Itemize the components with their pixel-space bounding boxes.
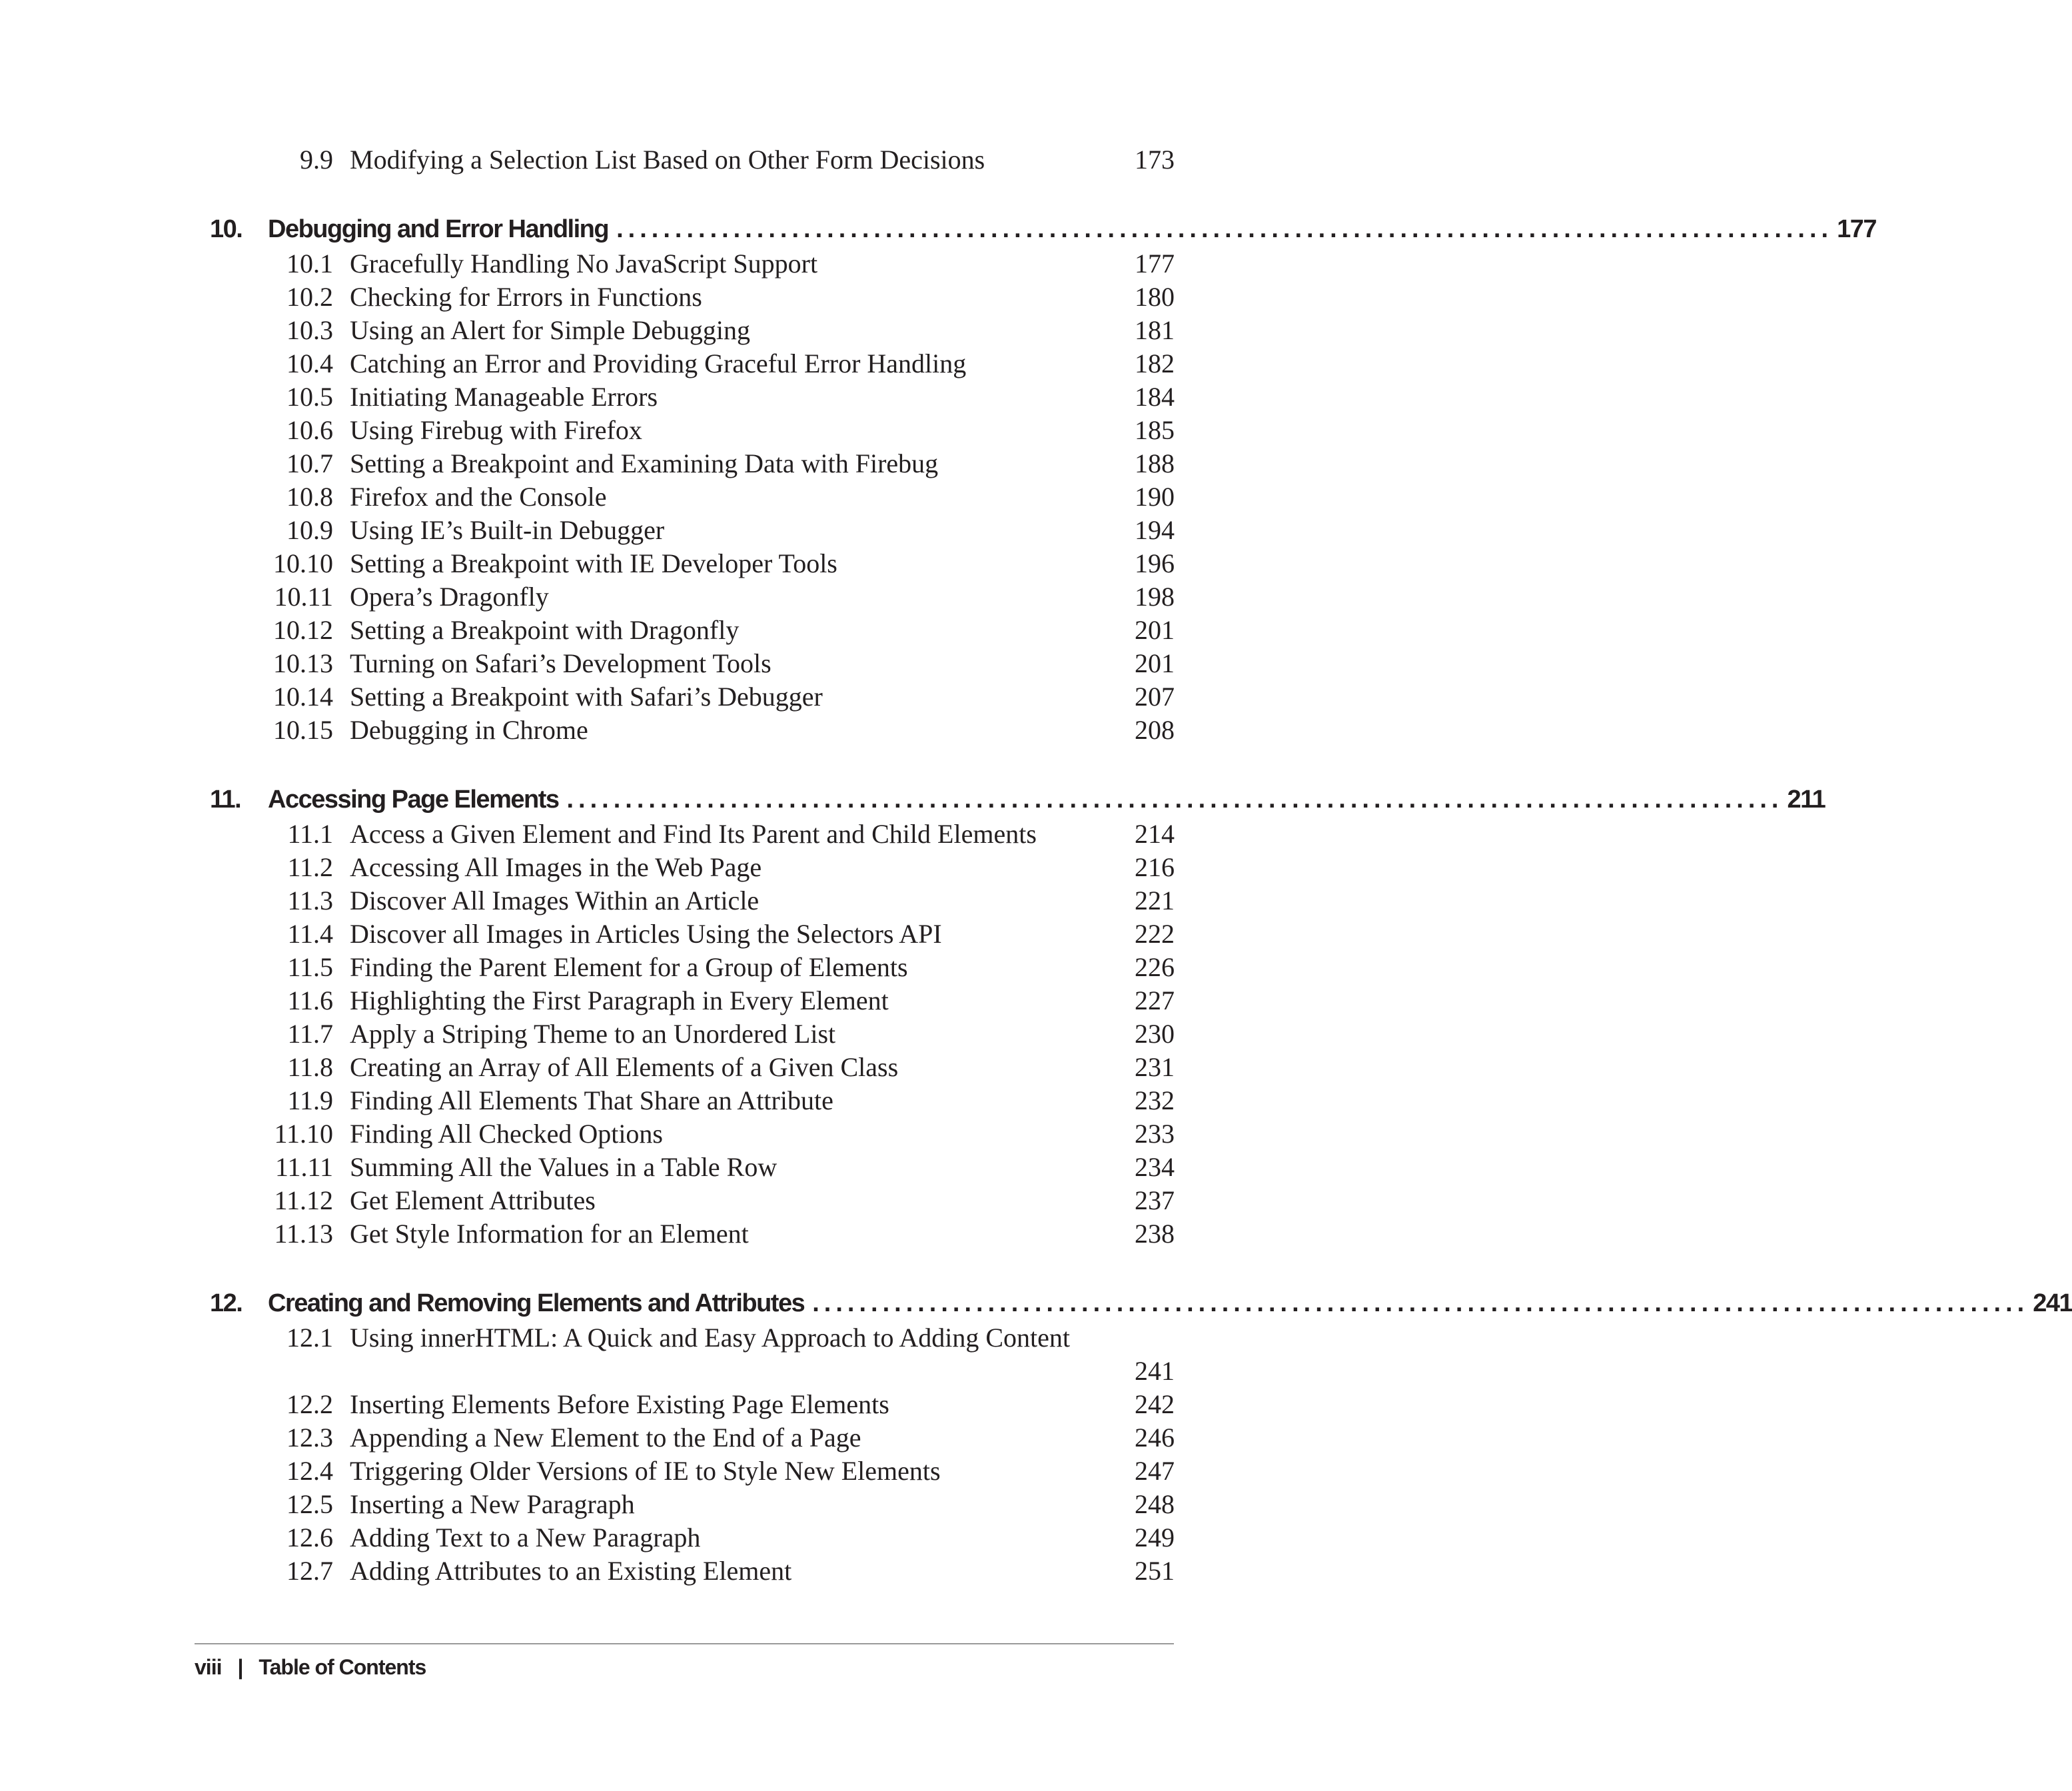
entry-page: 196 [1135, 548, 1175, 578]
entry-page: 231 [1135, 1052, 1175, 1082]
chapter-title: Accessing Page Elements [268, 786, 559, 814]
entry-number: 12.5 [286, 1489, 333, 1519]
entry-title: Firefox and the Console [350, 482, 607, 512]
entry-title: Get Element Attributes [350, 1185, 596, 1215]
entry-number: 11.11 [274, 1152, 333, 1182]
chapter-number: 11. [210, 786, 241, 814]
chapter-list [200, 211, 2072, 1588]
entry-title: Inserting a New Paragraph [350, 1489, 635, 1519]
page-footer [195, 1654, 426, 1680]
chapter-heading[interactable] [200, 211, 1877, 247]
entry-title: Opera’s Dragonfly [350, 582, 549, 612]
toc-entry[interactable] [200, 680, 1175, 714]
entry-number: 12.7 [286, 1556, 333, 1586]
entry-number: 10.6 [286, 415, 333, 445]
toc-entry[interactable] [200, 414, 1175, 447]
footer-page-number: viii [195, 1655, 222, 1679]
entry-title: Appending a New Element to the End of a Page [350, 1423, 861, 1453]
entry-title: Apply a Striping Theme to an Unordered List [350, 1019, 836, 1049]
entry-title: Creating an Array of All Elements of a Given Class [350, 1052, 899, 1082]
entry-page: 185 [1135, 415, 1175, 445]
entry-title: Using IE’s Built-in Debugger [350, 515, 665, 545]
toc-entry[interactable] [200, 1321, 1175, 1388]
entry-page: 222 [1135, 919, 1175, 949]
entry-page: 181 [1135, 315, 1175, 345]
entry-number: 10.14 [273, 682, 333, 712]
entry-page: 221 [1135, 886, 1175, 915]
entry-title: Setting a Breakpoint and Examining Data with Firebug [350, 448, 939, 478]
entry-page: 247 [1135, 1456, 1175, 1486]
toc-entry[interactable] [200, 347, 1175, 380]
chapter-row [268, 1285, 2072, 1321]
entry-page: 216 [1135, 852, 1175, 882]
footer-separator: | [237, 1655, 243, 1679]
chapter-row [268, 211, 1877, 247]
toc-entry[interactable] [200, 1554, 1175, 1588]
entry-title: Debugging in Chrome [350, 715, 588, 745]
entry-title: Turning on Safari’s Development Tools [350, 648, 772, 678]
entry-page: 208 [1135, 715, 1175, 745]
entry-number: 11.10 [274, 1119, 333, 1149]
entry-title: Setting a Breakpoint with Dragonfly [350, 615, 740, 645]
entry-number: 11.1 [287, 819, 333, 849]
toc-entry[interactable] [200, 614, 1175, 647]
toc-entry[interactable] [200, 247, 1175, 281]
toc-entry[interactable] [200, 818, 1175, 851]
entry-number: 11.12 [274, 1185, 333, 1215]
toc-entry[interactable] [200, 1421, 1175, 1455]
entry-number: 12.3 [286, 1423, 333, 1453]
toc-entry[interactable] [200, 1455, 1175, 1488]
chapter-title: Creating and Removing Elements and Attributes [268, 1289, 805, 1317]
entry-number: 9.9 [300, 145, 333, 175]
entry-number: 11.6 [287, 985, 333, 1015]
entry-page: 201 [1135, 615, 1175, 645]
entry-title: Finding All Checked Options [350, 1119, 663, 1149]
toc-entry[interactable] [200, 547, 1175, 580]
entry-page: 182 [1135, 348, 1175, 378]
entry-page: 249 [1135, 1522, 1175, 1552]
entry-number: 11.7 [287, 1019, 333, 1049]
entry-title: Discover all Images in Articles Using the Selectors API [350, 919, 942, 949]
entry-title: Setting a Breakpoint with IE Developer Tools [350, 548, 837, 578]
entry-page: 188 [1135, 448, 1175, 478]
entry-page: 234 [1135, 1152, 1175, 1182]
entry-page: 248 [1135, 1489, 1175, 1519]
toc-entry[interactable] [200, 851, 1175, 884]
chapter-row [268, 782, 1825, 818]
toc-entry[interactable] [200, 951, 1175, 984]
entry-title: Initiating Manageable Errors [350, 382, 658, 412]
toc-entry[interactable] [200, 580, 1175, 614]
entry-title: Accessing All Images in the Web Page [350, 852, 762, 882]
toc-entry[interactable] [200, 1117, 1175, 1151]
toc-entry[interactable] [200, 514, 1175, 547]
toc-entry[interactable] [200, 314, 1175, 347]
toc-entry[interactable] [200, 380, 1175, 414]
chapter-page: 177 [1837, 215, 1877, 243]
entry-page: 194 [1135, 515, 1175, 545]
entry-title: Catching an Error and Providing Graceful Error Handling [350, 348, 967, 378]
entry-number: 12.6 [286, 1522, 333, 1552]
dot-leader: ........................................................................................................ [566, 786, 1784, 814]
table-of-contents [200, 143, 2072, 1588]
entry-number: 11.8 [287, 1052, 333, 1082]
entry-page: 237 [1135, 1185, 1175, 1215]
toc-entry[interactable] [200, 1017, 1175, 1051]
entry-number: 11.5 [287, 952, 333, 982]
entry-title: Using an Alert for Simple Debugging [350, 315, 751, 345]
footer-section-title: Table of Contents [259, 1655, 426, 1679]
entry-number: 10.15 [273, 715, 333, 745]
entry-number: 10.2 [286, 282, 333, 312]
entry-page: 184 [1135, 382, 1175, 412]
entry-number: 10.1 [286, 249, 333, 279]
entry-page: 226 [1135, 952, 1175, 982]
entry-page: 214 [1135, 819, 1175, 849]
entry-number: 10.3 [286, 315, 333, 345]
entry-number: 10.5 [286, 382, 333, 412]
entry-page: 201 [1135, 648, 1175, 678]
entry-title: Access a Given Element and Find Its Parent and Child Elements [350, 819, 1037, 849]
entry-page: 173 [1135, 145, 1175, 175]
entry-title: Gracefully Handling No JavaScript Support [350, 249, 818, 279]
toc-entry[interactable] [200, 1217, 1175, 1251]
entry-title: Checking for Errors in Functions [350, 282, 702, 312]
entry-page: 242 [1135, 1389, 1175, 1419]
entry-page: 246 [1135, 1423, 1175, 1453]
chapter-heading[interactable] [200, 1285, 2072, 1321]
entry-number: 10.10 [273, 548, 333, 578]
toc-entry-9-9[interactable] [200, 143, 1175, 177]
entry-page: 241 [1135, 1356, 1175, 1386]
toc-entry[interactable] [200, 1151, 1175, 1184]
entry-page: 238 [1135, 1219, 1175, 1249]
entry-page: 207 [1135, 682, 1175, 712]
entry-title: Using innerHTML: A Quick and Easy Approach to Adding Content [350, 1323, 1070, 1353]
entry-title: Setting a Breakpoint with Safari’s Debugger [350, 682, 823, 712]
toc-entry[interactable] [200, 480, 1175, 514]
entry-number: 10.8 [286, 482, 333, 512]
chapter-page: 211 [1787, 786, 1825, 814]
entry-page: 198 [1135, 582, 1175, 612]
toc-entry[interactable] [200, 447, 1175, 480]
toc-entry[interactable] [200, 1388, 1175, 1421]
entry-page: 251 [1135, 1556, 1175, 1586]
entry-number: 10.4 [286, 348, 333, 378]
entry-number: 10.12 [273, 615, 333, 645]
toc-entry[interactable] [200, 714, 1175, 747]
entry-title: Discover All Images Within an Article [350, 886, 760, 915]
entry-page: 180 [1135, 282, 1175, 312]
chapter-title: Debugging and Error Handling [268, 215, 609, 243]
toc-entry[interactable] [200, 281, 1175, 314]
toc-entry[interactable] [200, 1084, 1175, 1117]
entry-number: 12.1 [286, 1323, 333, 1353]
entry-number: 10.9 [286, 515, 333, 545]
entry-number: 10.7 [286, 448, 333, 478]
entry-title: Inserting Elements Before Existing Page Elements [350, 1389, 889, 1419]
entry-page: 230 [1135, 1019, 1175, 1049]
chapter-page: 241 [2033, 1289, 2072, 1317]
toc-entry[interactable] [200, 917, 1175, 951]
entry-title: Summing All the Values in a Table Row [350, 1152, 777, 1182]
entry-title: Triggering Older Versions of IE to Style New Elements [350, 1456, 941, 1486]
entry-number: 11.13 [274, 1219, 333, 1249]
entry-title: Finding All Elements That Share an Attribute [350, 1085, 833, 1115]
dot-leader: ........................................................................................................ [616, 215, 1833, 243]
entry-number: 11.3 [287, 886, 333, 915]
entry-page: 227 [1135, 985, 1175, 1015]
entry-number: 10.13 [273, 648, 333, 678]
toc-entry[interactable] [200, 1521, 1175, 1554]
entry-title: Using Firebug with Firefox [350, 415, 642, 445]
entry-number: 11.2 [287, 852, 333, 882]
entry-page: 190 [1135, 482, 1175, 512]
entry-page: 177 [1135, 249, 1175, 279]
toc-entry[interactable] [200, 647, 1175, 680]
entry-number: 11.9 [287, 1085, 333, 1115]
entry-page: 233 [1135, 1119, 1175, 1149]
entry-title: Adding Attributes to an Existing Element [350, 1556, 792, 1586]
entry-page: 232 [1135, 1085, 1175, 1115]
entry-number: 12.2 [286, 1389, 333, 1419]
toc-entry[interactable] [200, 884, 1175, 917]
footer-divider [195, 1643, 1174, 1644]
chapter-number: 12. [210, 1289, 243, 1317]
toc-entry[interactable] [200, 984, 1175, 1017]
chapter-heading[interactable] [200, 782, 1825, 818]
chapter-number: 10. [210, 215, 243, 243]
entry-title: Get Style Information for an Element [350, 1219, 749, 1249]
entry-title: Finding the Parent Element for a Group of Elements [350, 952, 908, 982]
entry-number: 12.4 [286, 1456, 333, 1486]
entry-title: Highlighting the First Paragraph in Every Element [350, 985, 889, 1015]
toc-entry[interactable] [200, 1488, 1175, 1521]
toc-entry[interactable] [200, 1184, 1175, 1217]
dot-leader: ........................................................................................................ [812, 1289, 2029, 1317]
entry-title: Modifying a Selection List Based on Other Form Decisions [350, 145, 985, 175]
entry-title: Adding Text to a New Paragraph [350, 1522, 701, 1552]
entry-number: 10.11 [274, 582, 333, 612]
entry-number: 11.4 [287, 919, 333, 949]
toc-entry[interactable] [200, 1051, 1175, 1084]
